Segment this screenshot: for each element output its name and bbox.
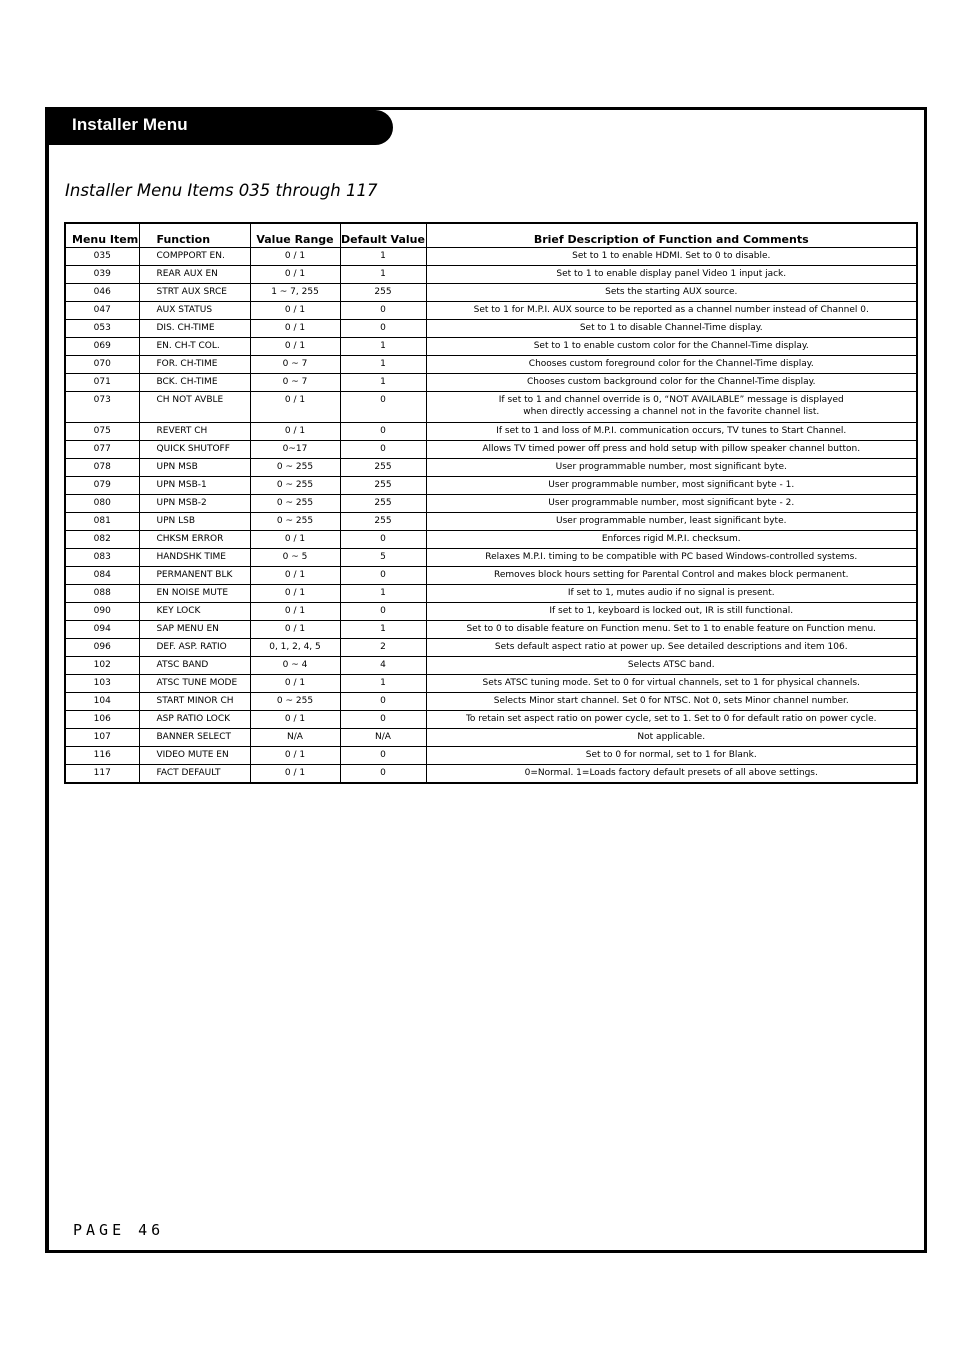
value-range-cell: 1 ~ 7, 255	[250, 283, 340, 301]
value-range-cell: 0 / 1	[250, 422, 340, 440]
description-cell: Selects ATSC band.	[426, 656, 917, 674]
menu-item-cell: 075	[65, 422, 139, 440]
function-cell: BCK. CH-TIME	[139, 373, 250, 391]
menu-item-cell: 073	[65, 391, 139, 422]
function-cell: ATSC TUNE MODE	[139, 674, 250, 692]
description-cell: User programmable number, least significant byte.	[426, 512, 917, 530]
column-header: Default Value	[340, 223, 426, 247]
function-cell: REAR AUX EN	[139, 265, 250, 283]
menu-item-cell: 035	[65, 247, 139, 265]
default-value-cell: 1	[340, 674, 426, 692]
table-row	[65, 602, 917, 620]
menu-item-cell: 084	[65, 566, 139, 584]
menu-item-cell: 107	[65, 728, 139, 746]
function-cell: BANNER SELECT	[139, 728, 250, 746]
value-range-cell: 0 ~ 7	[250, 355, 340, 373]
value-range-cell: 0 / 1	[250, 301, 340, 319]
function-cell: CH NOT AVBLE	[139, 391, 250, 422]
function-cell: KEY LOCK	[139, 602, 250, 620]
table-row	[65, 728, 917, 746]
description-cell: Not applicable.	[426, 728, 917, 746]
description-cell: If set to 1 and loss of M.P.I. communication occurs, TV tunes to Start Channel.	[426, 422, 917, 440]
default-value-cell: N/A	[340, 728, 426, 746]
description-cell: If set to 1 and channel override is 0, “NOT AVAILABLE” message is displayed when directly accessing a channel not in the favorite channel list.	[426, 391, 917, 422]
value-range-cell: N/A	[250, 728, 340, 746]
table-row	[65, 674, 917, 692]
default-value-cell: 4	[340, 656, 426, 674]
value-range-cell: 0 / 1	[250, 674, 340, 692]
function-cell: ATSC BAND	[139, 656, 250, 674]
description-cell: Enforces rigid M.P.I. checksum.	[426, 530, 917, 548]
value-range-cell: 0 / 1	[250, 620, 340, 638]
table-row	[65, 373, 917, 391]
menu-item-cell: 078	[65, 458, 139, 476]
table-row	[65, 548, 917, 566]
value-range-cell: 0 ~ 7	[250, 373, 340, 391]
table-row	[65, 656, 917, 674]
column-header: Brief Description of Function and Comments	[426, 223, 917, 247]
menu-item-cell: 080	[65, 494, 139, 512]
default-value-cell: 0	[340, 566, 426, 584]
default-value-cell: 255	[340, 494, 426, 512]
menu-item-cell: 117	[65, 764, 139, 783]
menu-item-cell: 077	[65, 440, 139, 458]
table-row	[65, 265, 917, 283]
menu-item-cell: 039	[65, 265, 139, 283]
default-value-cell: 0	[340, 746, 426, 764]
table-row	[65, 494, 917, 512]
menu-item-cell: 106	[65, 710, 139, 728]
function-cell: REVERT CH	[139, 422, 250, 440]
value-range-cell: 0 ~ 255	[250, 494, 340, 512]
function-cell: STRT AUX SRCE	[139, 283, 250, 301]
description-cell: Set to 1 to enable display panel Video 1 input jack.	[426, 265, 917, 283]
description-cell: User programmable number, most significant byte.	[426, 458, 917, 476]
column-header: Menu Item	[65, 223, 139, 247]
menu-item-cell: 102	[65, 656, 139, 674]
default-value-cell: 0	[340, 319, 426, 337]
table-row	[65, 476, 917, 494]
function-cell: COMPPORT EN.	[139, 247, 250, 265]
description-cell: Selects Minor start channel. Set 0 for NTSC. Not 0, sets Minor channel number.	[426, 692, 917, 710]
default-value-cell: 1	[340, 373, 426, 391]
function-cell: EN. CH-T COL.	[139, 337, 250, 355]
installer-menu-table	[64, 222, 918, 784]
function-cell: HANDSHK TIME	[139, 548, 250, 566]
page-number: PAGE 46	[73, 1221, 165, 1239]
default-value-cell: 0	[340, 530, 426, 548]
function-cell: DIS. CH-TIME	[139, 319, 250, 337]
table-header-row	[65, 223, 917, 247]
menu-item-cell: 090	[65, 602, 139, 620]
value-range-cell: 0~17	[250, 440, 340, 458]
function-cell: FOR. CH-TIME	[139, 355, 250, 373]
table-row	[65, 764, 917, 783]
function-cell: ASP RATIO LOCK	[139, 710, 250, 728]
value-range-cell: 0 ~ 255	[250, 512, 340, 530]
page-heading: Installer Menu Items 035 through 117	[65, 181, 378, 200]
menu-item-cell: 070	[65, 355, 139, 373]
default-value-cell: 0	[340, 301, 426, 319]
function-cell: PERMANENT BLK	[139, 566, 250, 584]
default-value-cell: 0	[340, 764, 426, 783]
value-range-cell: 0 / 1	[250, 584, 340, 602]
description-cell: Set to 1 to disable Channel-Time display.	[426, 319, 917, 337]
function-cell: VIDEO MUTE EN	[139, 746, 250, 764]
menu-item-cell: 082	[65, 530, 139, 548]
default-value-cell: 255	[340, 476, 426, 494]
value-range-cell: 0 / 1	[250, 602, 340, 620]
function-cell: UPN MSB-2	[139, 494, 250, 512]
description-cell: Set to 1 for M.P.I. AUX source to be reported as a channel number instead of Channel 0.	[426, 301, 917, 319]
value-range-cell: 0 ~ 5	[250, 548, 340, 566]
default-value-cell: 255	[340, 458, 426, 476]
description-cell: Removes block hours setting for Parental Control and makes block permanent.	[426, 566, 917, 584]
value-range-cell: 0 / 1	[250, 247, 340, 265]
menu-item-cell: 103	[65, 674, 139, 692]
column-header: Value Range	[250, 223, 340, 247]
value-range-cell: 0 ~ 4	[250, 656, 340, 674]
default-value-cell: 0	[340, 710, 426, 728]
table-row	[65, 440, 917, 458]
default-value-cell: 2	[340, 638, 426, 656]
table-row	[65, 566, 917, 584]
description-cell: Sets ATSC tuning mode. Set to 0 for virtual channels, set to 1 for physical channels.	[426, 674, 917, 692]
value-range-cell: 0 / 1	[250, 265, 340, 283]
section-tab-title: Installer Menu	[72, 115, 188, 134]
table-row	[65, 530, 917, 548]
table-row	[65, 247, 917, 265]
value-range-cell: 0 ~ 255	[250, 458, 340, 476]
description-cell: If set to 1, mutes audio if no signal is present.	[426, 584, 917, 602]
description-cell: Allows TV timed power off press and hold setup with pillow speaker channel button.	[426, 440, 917, 458]
table-row	[65, 692, 917, 710]
function-cell: UPN LSB	[139, 512, 250, 530]
description-cell: 0=Normal. 1=Loads factory default presets of all above settings.	[426, 764, 917, 783]
function-cell: UPN MSB-1	[139, 476, 250, 494]
default-value-cell: 0	[340, 602, 426, 620]
table-row	[65, 301, 917, 319]
menu-item-cell: 071	[65, 373, 139, 391]
default-value-cell: 255	[340, 512, 426, 530]
menu-item-cell: 079	[65, 476, 139, 494]
value-range-cell: 0 / 1	[250, 337, 340, 355]
function-cell: EN NOISE MUTE	[139, 584, 250, 602]
description-cell: User programmable number, most significant byte - 2.	[426, 494, 917, 512]
function-cell: AUX STATUS	[139, 301, 250, 319]
table-row	[65, 710, 917, 728]
column-header: Function	[139, 223, 250, 247]
function-cell: START MINOR CH	[139, 692, 250, 710]
menu-item-cell: 094	[65, 620, 139, 638]
default-value-cell: 1	[340, 247, 426, 265]
description-cell: To retain set aspect ratio on power cycle, set to 1. Set to 0 for default ratio on power cycle.	[426, 710, 917, 728]
function-cell: QUICK SHUTOFF	[139, 440, 250, 458]
menu-item-cell: 053	[65, 319, 139, 337]
value-range-cell: 0 / 1	[250, 764, 340, 783]
description-cell: Relaxes M.P.I. timing to be compatible with PC based Windows-controlled systems.	[426, 548, 917, 566]
default-value-cell: 5	[340, 548, 426, 566]
function-cell: CHKSM ERROR	[139, 530, 250, 548]
function-cell: UPN MSB	[139, 458, 250, 476]
description-cell: Set to 1 to enable HDMI. Set to 0 to disable.	[426, 247, 917, 265]
table-row	[65, 283, 917, 301]
menu-item-cell: 116	[65, 746, 139, 764]
menu-item-cell: 104	[65, 692, 139, 710]
table-row	[65, 355, 917, 373]
description-cell: User programmable number, most significant byte - 1.	[426, 476, 917, 494]
default-value-cell: 0	[340, 391, 426, 422]
value-range-cell: 0 / 1	[250, 746, 340, 764]
table-row	[65, 319, 917, 337]
default-value-cell: 1	[340, 620, 426, 638]
function-cell: FACT DEFAULT	[139, 764, 250, 783]
table-row	[65, 337, 917, 355]
value-range-cell: 0 / 1	[250, 710, 340, 728]
default-value-cell: 0	[340, 422, 426, 440]
description-cell: Set to 1 to enable custom color for the Channel-Time display.	[426, 337, 917, 355]
table-body	[65, 247, 917, 783]
value-range-cell: 0, 1, 2, 4, 5	[250, 638, 340, 656]
default-value-cell: 1	[340, 337, 426, 355]
value-range-cell: 0 ~ 255	[250, 692, 340, 710]
default-value-cell: 0	[340, 440, 426, 458]
table-row	[65, 746, 917, 764]
table-row	[65, 620, 917, 638]
menu-item-cell: 083	[65, 548, 139, 566]
description-cell: Set to 0 to disable feature on Function menu. Set to 1 to enable feature on Function menu.	[426, 620, 917, 638]
menu-item-cell: 096	[65, 638, 139, 656]
table-row	[65, 391, 917, 422]
value-range-cell: 0 / 1	[250, 391, 340, 422]
menu-item-cell: 069	[65, 337, 139, 355]
table-row	[65, 422, 917, 440]
description-cell: Sets the starting AUX source.	[426, 283, 917, 301]
function-cell: DEF. ASP. RATIO	[139, 638, 250, 656]
description-cell: If set to 1, keyboard is locked out, IR is still functional.	[426, 602, 917, 620]
description-cell: Chooses custom background color for the Channel-Time display.	[426, 373, 917, 391]
table-row	[65, 512, 917, 530]
description-cell: Set to 0 for normal, set to 1 for Blank.	[426, 746, 917, 764]
menu-item-cell: 081	[65, 512, 139, 530]
description-cell: Sets default aspect ratio at power up. See detailed descriptions and item 106.	[426, 638, 917, 656]
default-value-cell: 0	[340, 692, 426, 710]
table-row	[65, 458, 917, 476]
table-row	[65, 638, 917, 656]
default-value-cell: 1	[340, 355, 426, 373]
value-range-cell: 0 / 1	[250, 319, 340, 337]
value-range-cell: 0 ~ 255	[250, 476, 340, 494]
default-value-cell: 255	[340, 283, 426, 301]
value-range-cell: 0 / 1	[250, 530, 340, 548]
value-range-cell: 0 / 1	[250, 566, 340, 584]
description-cell: Chooses custom foreground color for the Channel-Time display.	[426, 355, 917, 373]
default-value-cell: 1	[340, 584, 426, 602]
function-cell: SAP MENU EN	[139, 620, 250, 638]
menu-item-cell: 046	[65, 283, 139, 301]
default-value-cell: 1	[340, 265, 426, 283]
menu-item-cell: 088	[65, 584, 139, 602]
menu-item-cell: 047	[65, 301, 139, 319]
table-row	[65, 584, 917, 602]
